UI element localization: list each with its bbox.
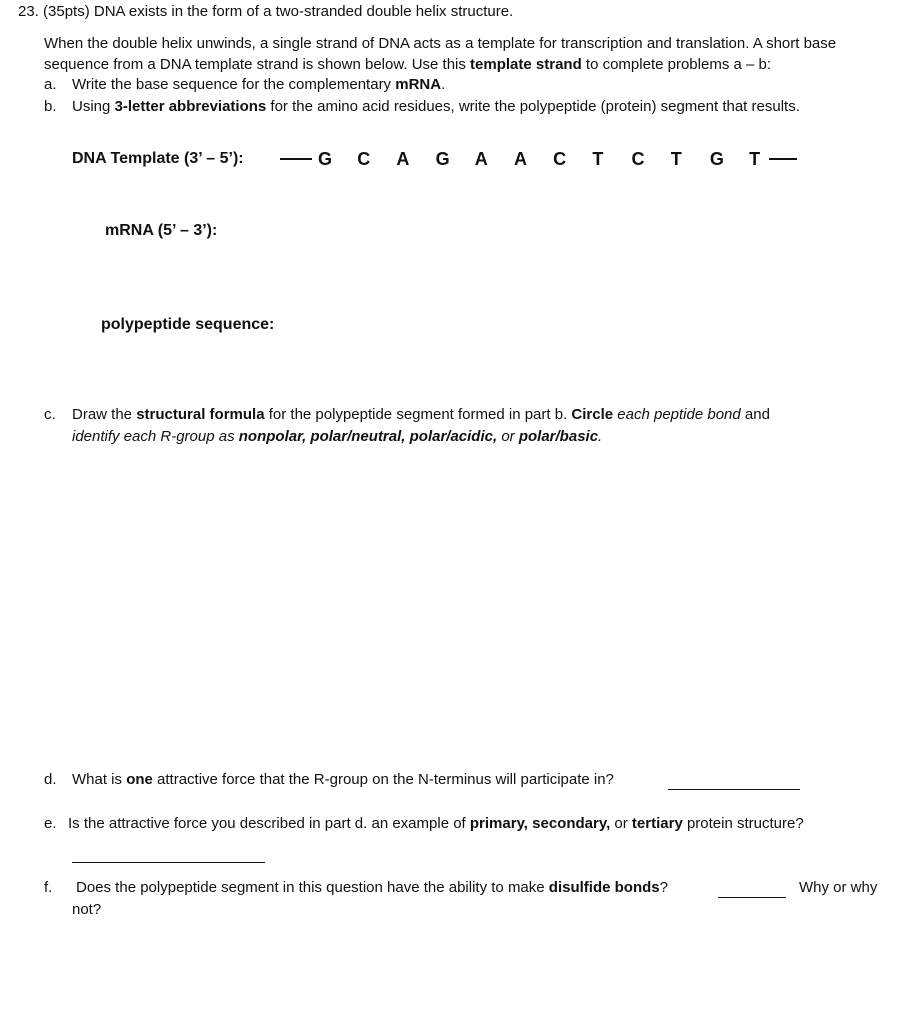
part-b-rest: for the amino acid residues, write the polypeptide (protein) segment that results. (266, 98, 800, 115)
part-b-letter: b. (44, 98, 57, 115)
c-bi2: polar/basic (518, 428, 599, 445)
dna-base: A (396, 148, 410, 169)
dna-bases (318, 149, 763, 170)
c-t2: for the polypeptide segment formed in part b. (264, 406, 572, 423)
part-d-answer-blank[interactable] (668, 775, 800, 790)
dna-template-label: DNA Template (3’ – 5’): (72, 150, 244, 167)
e-t1: Is the attractive force you described in part d. an example of (68, 815, 470, 832)
dna-base: C (631, 148, 645, 169)
part-a-letter: a. (44, 76, 57, 93)
dna-base: T (670, 148, 682, 169)
f-bold: disulfide bonds (548, 879, 660, 896)
c-bi1: nonpolar, polar/neutral, polar/acidic, (238, 428, 498, 445)
part-a-bold: mRNA (395, 76, 442, 93)
part-e-answer-blank[interactable] (72, 848, 265, 863)
part-a-text (72, 75, 445, 95)
dna-base: A (474, 148, 488, 169)
part-f-continuation: not? (72, 901, 102, 918)
intro-bold: template strand (470, 56, 582, 73)
e-t3: protein structure? (682, 815, 804, 832)
dna-base: G (435, 148, 450, 169)
part-f-text (76, 878, 668, 898)
part-a-end: . (441, 76, 446, 93)
part-f-why: Why or why (799, 879, 878, 896)
d-t2: attractive force that the R-group on the N-terminus will participate in? (152, 771, 614, 788)
part-b-text (72, 97, 800, 117)
e-b2: tertiary (631, 815, 683, 832)
part-a-prompt: Write the base sequence for the complementary (72, 76, 396, 93)
mrna-label: mRNA (5’ – 3’): (105, 222, 218, 239)
c-t5: . (598, 428, 603, 445)
part-c-line2 (72, 427, 602, 447)
strand-left-dash (280, 158, 312, 160)
intro-text: When the double helix unwinds, a single strand of DNA acts as a template for transcription and translation. A short base sequence from a DNA template strand is shown below. Use this (44, 35, 837, 73)
intro-paragraph (44, 33, 884, 75)
dna-base: T (592, 148, 604, 169)
c-t3: and (740, 406, 770, 423)
c-i1: each peptide bond (613, 406, 741, 423)
c-t4: or (497, 428, 519, 445)
part-b-prompt: Using (72, 98, 115, 115)
dna-base: C (357, 148, 371, 169)
part-e-letter: e. (44, 815, 57, 832)
c-i2: identify each R-group as (72, 428, 239, 445)
c-b2: Circle (571, 406, 614, 423)
f-t1: Does the polypeptide segment in this question have the ability to make (76, 879, 549, 896)
f-t2: ? (659, 879, 668, 896)
part-d-text (72, 770, 614, 790)
dna-base: C (553, 148, 567, 169)
e-t2: or (610, 815, 632, 832)
dna-base: T (749, 148, 761, 169)
dna-base: A (513, 148, 527, 169)
c-t1: Draw the (72, 406, 137, 423)
part-d-letter: d. (44, 771, 57, 788)
strand-right-dash (769, 158, 797, 160)
part-c-line1 (72, 405, 770, 425)
part-b-bold: 3-letter abbreviations (114, 98, 267, 115)
c-b1: structural formula (136, 406, 265, 423)
d-t1: What is (72, 771, 127, 788)
dna-base: G (709, 148, 724, 169)
dna-base: G (318, 148, 333, 169)
intro-text-end: to complete problems a – b: (581, 56, 772, 73)
dna-strand (280, 146, 797, 172)
question-header: 23. (35pts) DNA exists in the form of a two-stranded double helix structure. (18, 3, 514, 20)
part-f-letter: f. (44, 879, 53, 896)
part-f-answer-blank[interactable] (718, 883, 786, 898)
part-e-text (68, 814, 804, 834)
d-bold: one (126, 771, 153, 788)
part-c-letter: c. (44, 406, 56, 423)
e-b1: primary, secondary, (469, 815, 611, 832)
polypeptide-label: polypeptide sequence: (101, 316, 275, 333)
